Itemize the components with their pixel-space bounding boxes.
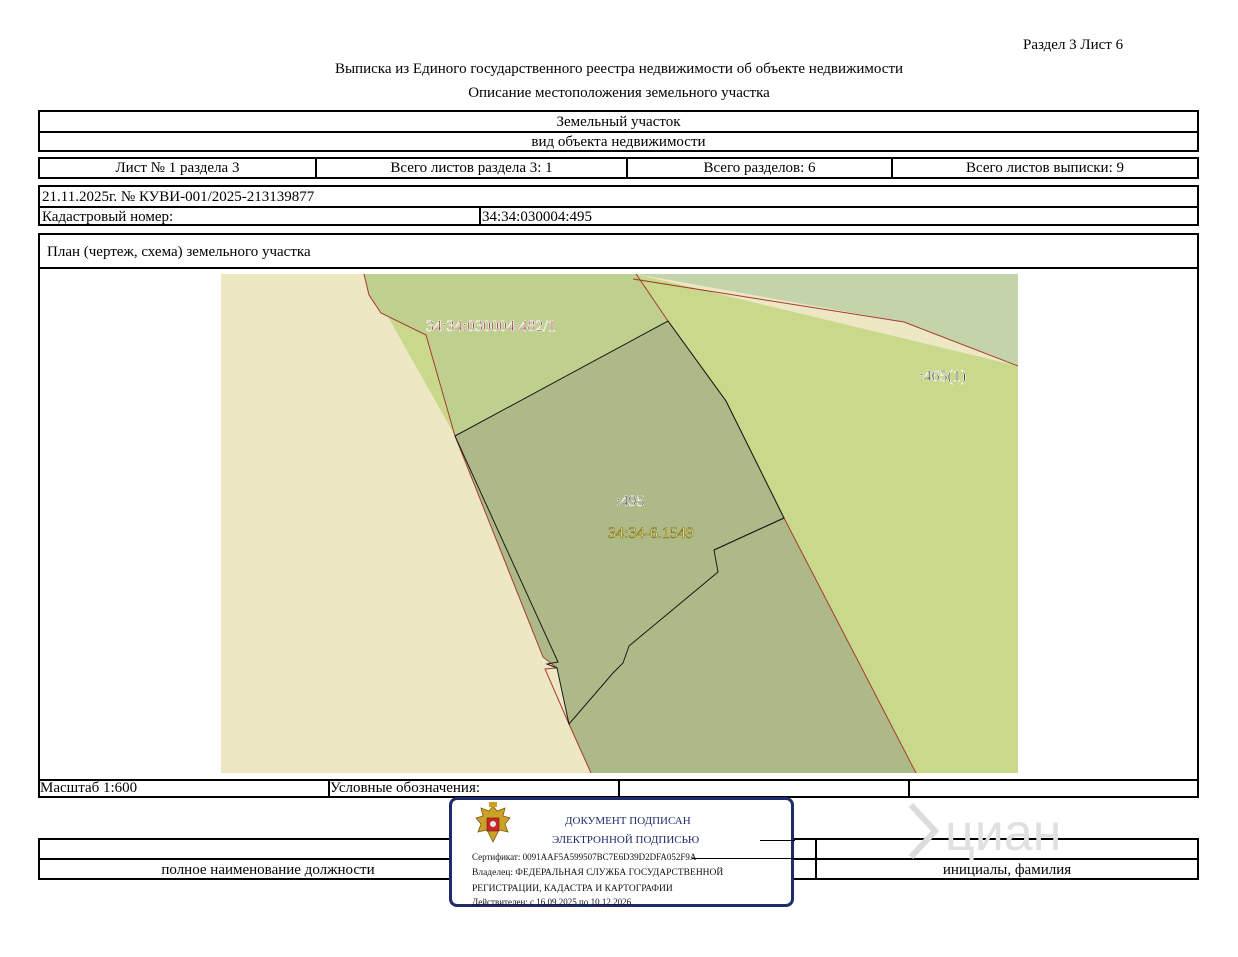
sheets-row	[38, 157, 1199, 179]
cadastral-label: Кадастровый номер:	[42, 209, 174, 225]
watermark-text: циан	[945, 804, 1062, 862]
certificate-owner: Владелец: ФЕДЕРАЛЬНАЯ СЛУЖБА ГОСУДАРСТВЕННОЙ	[472, 868, 724, 878]
total-section-sheets: Всего листов раздела 3: 1	[317, 159, 628, 177]
record-date-number: 21.11.2025г. № КУВИ-001/2025-213139877	[42, 189, 315, 205]
position-caption: полное наименование должности	[161, 862, 375, 878]
object-type-block	[38, 110, 1199, 152]
section-sheet-indicator: Раздел 3 Лист 6	[1023, 37, 1124, 53]
divider	[760, 840, 795, 841]
plan-heading: План (чертеж, схема) земельного участка	[47, 244, 311, 260]
record-block	[38, 185, 1199, 226]
cadastral-value: 34:34:030004:495	[482, 209, 593, 225]
cian-watermark	[905, 795, 1105, 878]
parcel-label: :495	[616, 493, 645, 510]
divider	[692, 858, 795, 859]
certificate-number: Сертификат: 0091AAF5A599507BC7E6D39D2DFA052F9A	[472, 852, 697, 862]
zone-label: 34:34-6.1549	[608, 525, 694, 542]
divider	[40, 206, 1197, 208]
total-sections: Всего разделов: 6	[628, 159, 893, 177]
sheet-number: Лист № 1 раздела 3	[40, 159, 317, 177]
electronic-signature-stamp	[449, 797, 794, 907]
neighbor-east-label: :465(1)	[919, 368, 967, 385]
signature-heading: ДОКУМЕНТ ПОДПИСАН	[565, 815, 691, 827]
legend-empty-cell	[910, 781, 1197, 796]
document-subtitle: Описание местоположения земельного участка	[468, 85, 770, 101]
total-extract-sheets: Всего листов выписки: 9	[966, 160, 1124, 176]
scale-label: Масштаб 1:600	[40, 781, 330, 796]
neighbor-north-label: 34:34:030004:482/1	[426, 318, 556, 335]
legend-empty-cell	[620, 781, 910, 796]
parcel-map	[221, 274, 1018, 773]
object-type-value: Земельный участок	[556, 114, 681, 130]
cian-logo-icon	[905, 795, 1105, 865]
object-type-caption: вид объекта недвижимости	[531, 134, 706, 150]
document-title: Выписка из Единого государственного реестра недвижимости об объекте недвижимости	[334, 61, 904, 77]
certificate-owner-cont: РЕГИСТРАЦИИ, КАДАСТРА И КАРТОГРАФИИ	[472, 884, 673, 894]
signature-subheading: ЭЛЕКТРОННОЙ ПОДПИСЬЮ	[552, 834, 700, 846]
certificate-validity: Действителен: с 16.09.2025 по 10.12.2026	[472, 897, 632, 907]
divider	[40, 267, 1197, 269]
initials-caption: инициалы, фамилия	[942, 862, 1072, 878]
divider	[479, 206, 481, 224]
legend-label: Условные обозначения:	[330, 781, 620, 796]
russian-coat-of-arms-icon	[472, 802, 514, 846]
